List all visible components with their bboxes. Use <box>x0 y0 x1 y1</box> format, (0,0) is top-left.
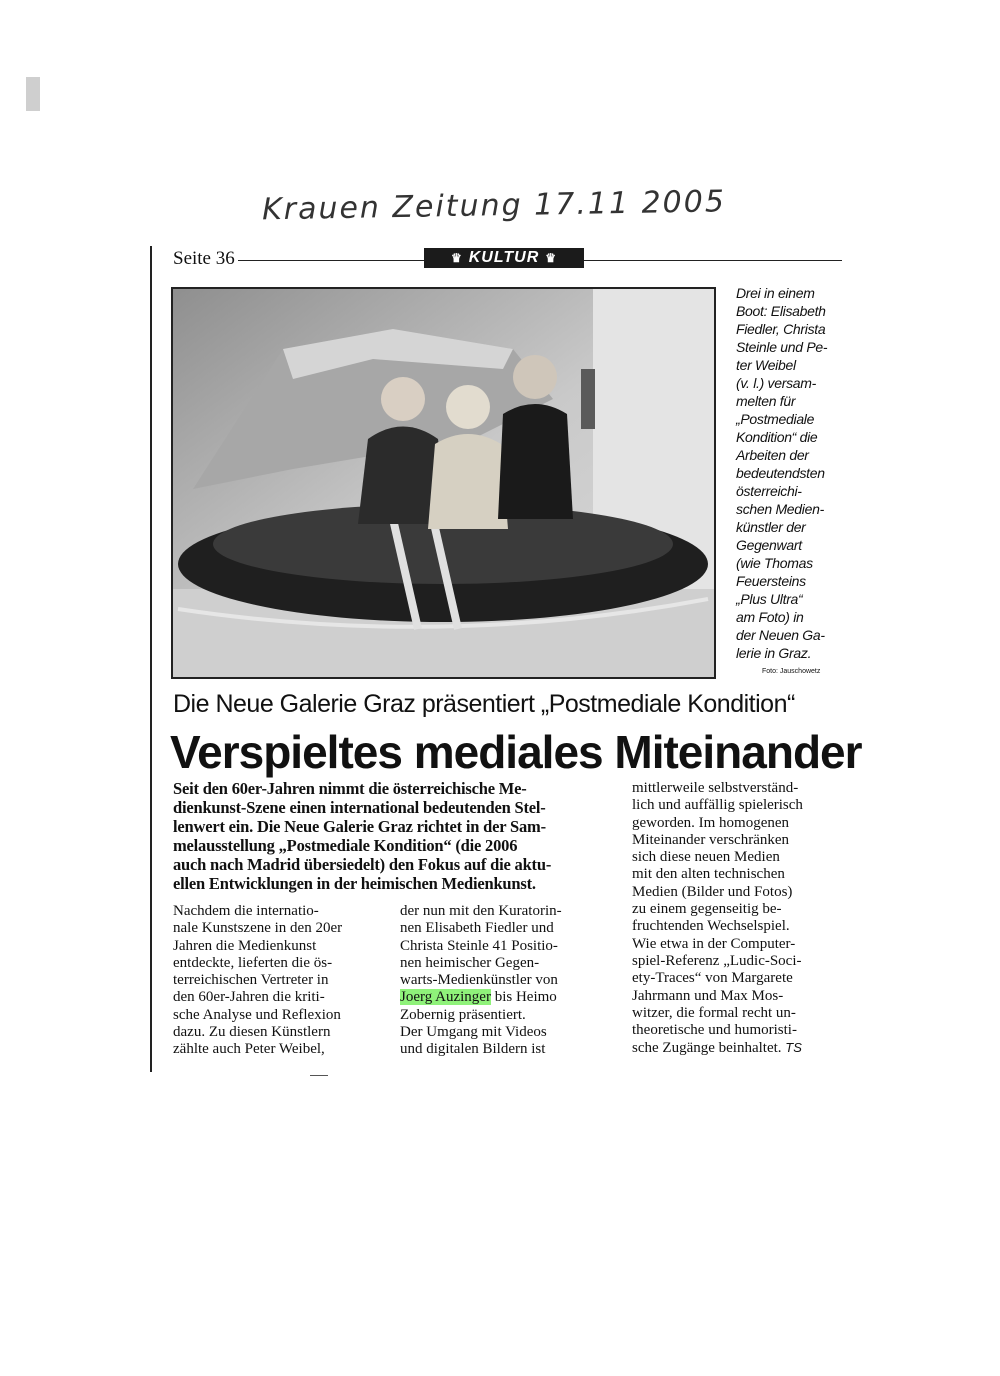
body-line: spiel-Referenz „Ludic-Soci- <box>632 952 802 969</box>
caption-line: Kondition“ die <box>736 429 818 445</box>
header-rule-left <box>238 260 424 261</box>
photo-illustration <box>173 289 714 677</box>
body-line: Jahren die Medienkunst <box>173 937 317 954</box>
body-line: und digitalen Bildern ist <box>400 1041 546 1058</box>
author-initials: TS <box>785 1040 802 1056</box>
article-headline: Verspieltes mediales Miteinander <box>170 726 862 778</box>
body-line: nen heimischer Gegen- <box>400 954 540 971</box>
photo-credit: Foto: Jauschowetz <box>762 668 821 675</box>
caption-line: der Neuen Ga- <box>736 627 825 643</box>
lead-line: auch nach Madrid übersiedelt) den Fokus auf die aktu- <box>173 855 552 874</box>
article-kicker: Die Neue Galerie Graz präsentiert „Postmediale Kondition“ <box>173 690 795 718</box>
article-column-1 <box>173 903 383 1059</box>
body-line: Wie etwa in der Computer- <box>632 935 796 952</box>
body-line: nen Elisabeth Fiedler und <box>400 920 554 937</box>
caption-line: Fiedler, Christa <box>736 321 826 337</box>
lead-line: ellen Entwicklungen in der heimischen Medienkunst. <box>173 874 536 893</box>
caption-line: Boot: Elisabeth <box>736 303 826 319</box>
caption-line: bedeutendsten <box>736 465 825 481</box>
scan-edge-mark <box>26 77 40 111</box>
body-line: lich und auffällig spielerisch <box>632 797 803 814</box>
body-line: den 60er-Jahren die kriti- <box>173 989 325 1006</box>
caption-line: Gegenwart <box>736 537 802 553</box>
body-line: mit den alten technischen <box>632 866 785 883</box>
section-title: KULTUR <box>468 249 540 266</box>
handwritten-note: Krauen Zeitung 17.11 2005 <box>261 184 727 228</box>
caption-line: künstler der <box>736 519 806 535</box>
caption-line: österreichi- <box>736 483 802 499</box>
body-line: sich diese neuen Medien <box>632 849 780 866</box>
caption-line: melten für <box>736 393 796 409</box>
lead-line: Seit den 60er-Jahren nimmt die österreichische Me- <box>173 779 527 798</box>
body-text: bis Heimo <box>490 989 557 1006</box>
article-column-3 <box>632 780 842 1058</box>
body-line: Der Umgang mit Videos <box>400 1024 547 1041</box>
body-line: zu einem gegenseitig be- <box>632 901 782 918</box>
caption-line: Steinle und Pe- <box>736 339 828 355</box>
body-line: sche Analyse und Reflexion <box>173 1006 341 1023</box>
caption-line: schen Medien- <box>736 501 824 517</box>
body-line: ety-Traces“ von Margarete <box>632 970 793 987</box>
photo-caption <box>736 284 846 662</box>
body-line: Medien (Bilder und Fotos) <box>632 883 793 900</box>
body-line: fruchtenden Wechselspiel. <box>632 918 790 935</box>
body-text: sche Zugänge beinhaltet. <box>632 1040 782 1057</box>
body-line: zählte auch Peter Weibel, <box>173 1041 325 1058</box>
crown-icon: ♛ <box>545 251 558 265</box>
body-line: der nun mit den Kuratorin- <box>400 903 562 919</box>
column-rule <box>150 246 152 1072</box>
caption-line: ter Weibel <box>736 357 796 373</box>
header-rule-right <box>584 260 842 261</box>
body-line: entdeckte, lieferten die ös- <box>173 954 333 971</box>
caption-line: Arbeiten der <box>736 447 809 463</box>
caption-line: lerie in Graz. <box>736 645 812 661</box>
lead-line: lenwert ein. Die Neue Galerie Graz richtet in der Sam- <box>173 817 546 836</box>
body-line: geworden. Im homogenen <box>632 814 790 831</box>
lead-line: dienkunst-Szene einen international bedeutenden Stel- <box>173 798 546 817</box>
caption-line: „Plus Ultra“ <box>736 591 803 607</box>
caption-line: „Postmediale <box>736 411 815 427</box>
article-photo <box>171 287 716 679</box>
body-line: terreichischen Vertreter in <box>173 972 329 989</box>
body-line: theoretische und humoristi- <box>632 1022 797 1039</box>
body-line: Nachdem die internatio- <box>173 903 319 919</box>
end-mark <box>310 1075 328 1076</box>
body-line <box>632 1039 842 1057</box>
body-line: nale Kunstszene in den 20er <box>173 920 343 937</box>
caption-line: (wie Thomas <box>736 555 813 571</box>
body-line: Zobernig präsentiert. <box>400 1006 526 1023</box>
highlighted-name: Joerg Auzinger <box>400 989 491 1006</box>
article-lead <box>173 779 613 893</box>
body-line: Miteinander verschränken <box>632 831 790 848</box>
crown-icon: ♛ <box>450 251 463 265</box>
body-line <box>400 989 615 1006</box>
body-line: witzer, die formal recht un- <box>632 1004 796 1021</box>
page-label: Seite 36 <box>173 248 235 269</box>
caption-line: Feuersteins <box>736 573 806 589</box>
caption-line: (v. l.) versam- <box>736 375 817 391</box>
body-line: dazu. Zu diesen Künstlern <box>173 1024 331 1041</box>
caption-line: am Foto) in <box>736 609 804 625</box>
body-line: Jahrmann und Max Mos- <box>632 987 784 1004</box>
lead-line: melausstellung „Postmediale Kondition“ (die 2006 <box>173 836 518 855</box>
article-column-2 <box>400 903 615 1059</box>
caption-line: Drei in einem <box>736 285 815 301</box>
body-line: warts-Medienkünstler von <box>400 972 558 989</box>
section-banner <box>424 248 584 268</box>
body-line: mittlerweile selbstverständ- <box>632 780 799 796</box>
body-line: Christa Steinle 41 Positio- <box>400 937 558 954</box>
